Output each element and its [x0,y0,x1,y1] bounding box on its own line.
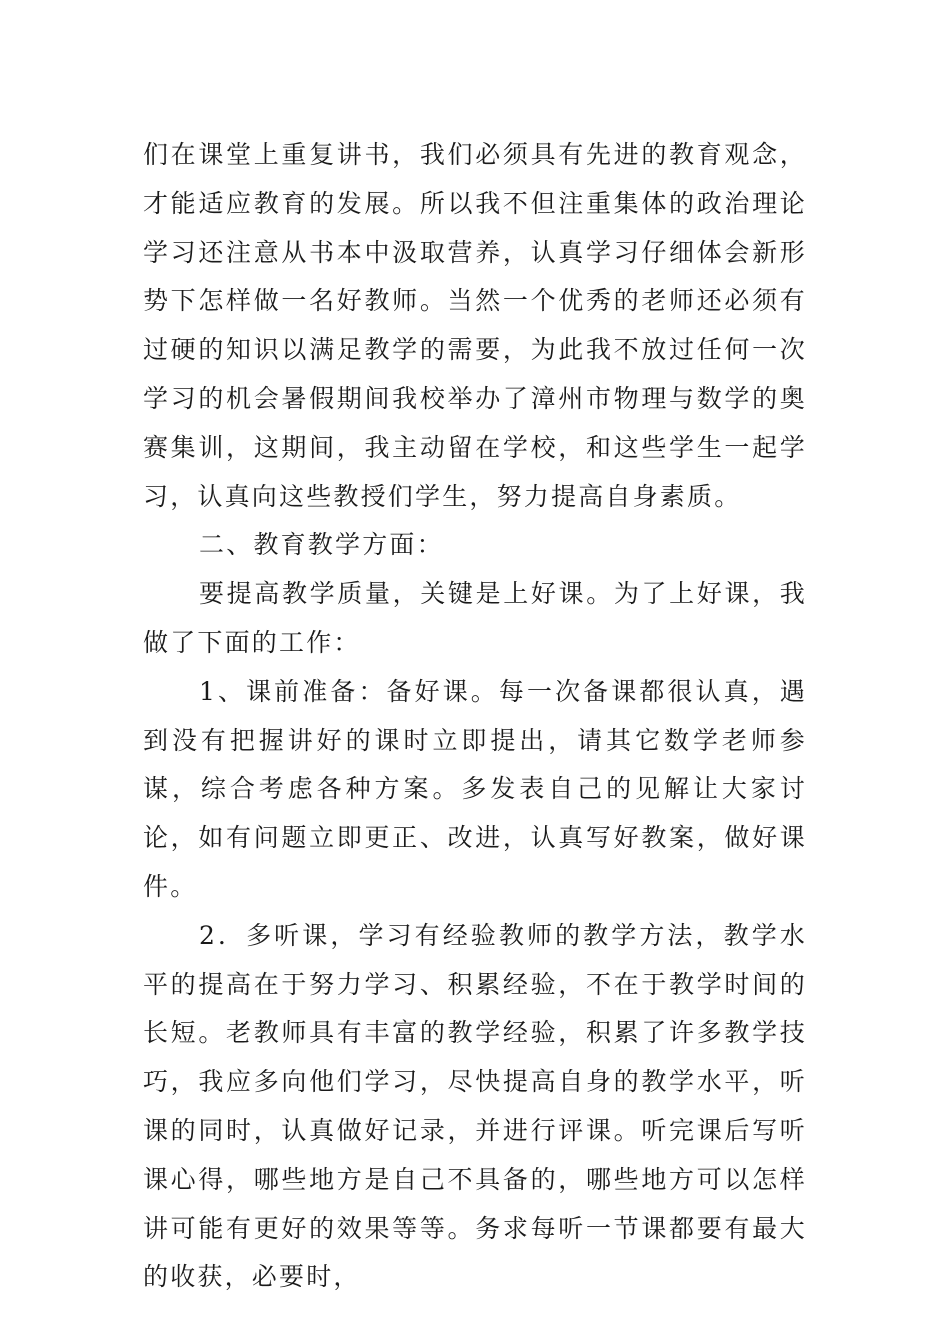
paragraph-attend-lessons: 2．多听课，学习有经验教师的教学方法，教学水平的提高在于努力学习、积累经验，不在于教学时间的长短。老教师具有丰富的教学经验，积累了许多教学技巧，我应多向他们学习，尽快提高自身的教学水平，听课的同时，认真做好记录，并进行评课。听完课后写听课心得，哪些地方是自己不具备的，哪些地方可以怎样讲可能有更好的效果等等。务求每听一节课都要有最大的收获，必要时， [143,920,807,1292]
document-body [143,131,807,1302]
paragraph-teaching-quality: 要提高教学质量，关键是上好课。为了上好课，我做了下面的工作： [143,579,807,657]
paragraph-continuation: 们在课堂上重复讲书，我们必须具有先进的教育观念，才能适应教育的发展。所以我不但注重集体的政治理论学习还注意从书本中汲取营养，认真学习仔细体会新形势下怎样做一名好教师。当然一个优秀的老师还必须有过硬的知识以满足教学的需要，为此我不放过任何一次学习的机会暑假期间我校举办了漳州市物理与数学的奥赛集训，这期间，我主动留在学校，和这些学生一起学习，认真向这些教授们学生，努力提高自身素质。 [143,140,807,511]
paragraph-lesson-preparation: 1、课前准备：备好课。每一次备课都很认真，遇到没有把握讲好的课时立即提出，请其它数学老师参谋，综合考虑各种方案。多发表自己的见解让大家讨论，如有问题立即更正、改进，认真写好教案，做好课件。 [143,676,807,901]
section-heading-teaching: 二、教育教学方面： [199,530,444,560]
